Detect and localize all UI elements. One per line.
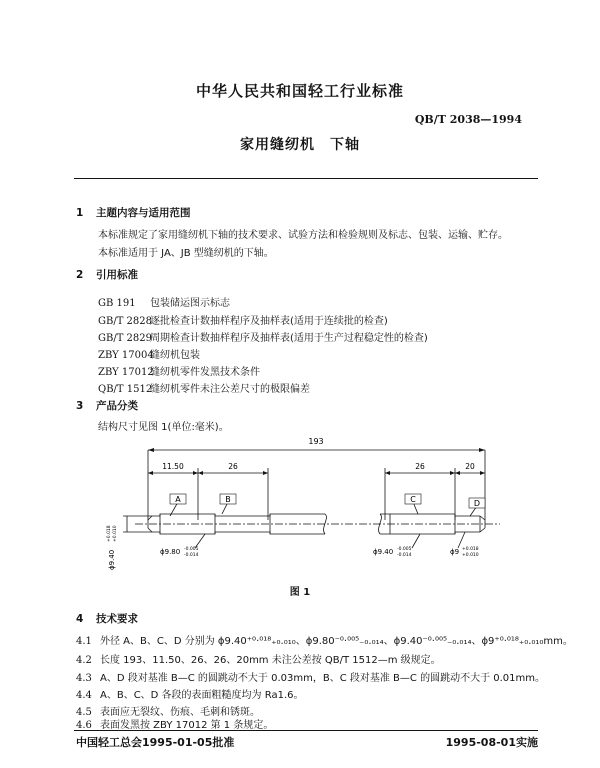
section-1-heading: [76, 205, 191, 220]
requirement-text: 外径 A、B、C、D 分别为 ϕ9.40⁺⁰·⁰¹⁸₊₀.₀₁₀、ϕ9.80⁻⁰·⁰⁰⁵₋₀.₀₁₄、ϕ9.40⁻⁰·⁰⁰⁵₋₀.₀₁₄、ϕ9⁺⁰·⁰¹⁸₊₀.₀₁₀mm。: [100, 636, 573, 647]
d-diameter: ϕ9: [450, 548, 460, 556]
reference-item: [98, 291, 230, 310]
reference-title: 逐批检查计数抽样程序及抽样表(适用于连续批的检查): [150, 316, 388, 327]
reference-code: ZBY 17012: [98, 367, 154, 378]
reference-code: GB/T 2829: [98, 333, 153, 344]
reference-code: GB 191: [98, 298, 136, 309]
reference-title: 缝纫机包装: [150, 350, 200, 361]
requirement-item: [76, 716, 273, 731]
reference-code: ZBY 17004: [98, 350, 154, 361]
b-upper-deviation: -0.005: [184, 547, 199, 552]
section-4-title: 技术要求: [96, 613, 138, 625]
section-2-number: 2: [76, 269, 84, 281]
section-1-number: 1: [76, 207, 84, 219]
reference-title: 包装储运图示标志: [150, 298, 230, 309]
shaft-drawing: [0, 430, 600, 600]
section-4-heading: [76, 611, 138, 626]
reference-title: 缝纫机零件未注公差尺寸的极限偏差: [150, 384, 310, 395]
requirement-number: 4.6: [76, 720, 92, 731]
document-title: 家用缝纫机 下轴: [240, 137, 360, 153]
section-3-heading: [76, 398, 138, 413]
section-3-title: 产品分类: [96, 400, 138, 412]
reference-title: 缝纫机零件发黑技术条件: [150, 367, 260, 378]
dimension-total: 193: [308, 437, 324, 446]
dimension-11-50: 11.50: [162, 462, 184, 471]
reference-item: [98, 377, 310, 396]
requirement-item: [76, 686, 304, 701]
approval-date: 中国轻工总会1995-01-05批准: [76, 736, 235, 749]
requirement-text: 长度 193、11.50、26、26、20mm 未注公差按 QB/T 1512—m 级规定。: [100, 655, 441, 666]
requirement-text: 表面应无裂纹、伤痕、毛刺和锈斑。: [100, 707, 260, 718]
requirement-number: 4.2: [76, 655, 92, 666]
requirement-text: 表面发黑按 ZBY 17012 第 1 条规定。: [100, 720, 274, 731]
d-lower-deviation: +0.010: [462, 553, 479, 558]
label-a: A: [175, 495, 181, 504]
section-3-number: 3: [76, 400, 84, 412]
figure-caption: 图 1: [289, 587, 311, 598]
standard-code: QB/T 2038—1994: [414, 113, 522, 126]
c-diameter: ϕ9.40: [373, 548, 394, 556]
dimension-20: 20: [465, 462, 475, 471]
requirement-text: A、D 段对基准 B—C 的圆跳动不大于 0.03mm，B、C 段对基准 B—C 的圆跳动不大于 0.01mm。: [100, 673, 545, 684]
requirement-text: A、B、C、D 各段的表面粗糙度均为 Ra1.6。: [100, 690, 304, 701]
dimension-26-left: 26: [228, 462, 238, 471]
requirement-item: [76, 651, 441, 666]
requirement-number: 4.1: [76, 636, 92, 647]
label-c: C: [410, 495, 416, 504]
section-4-number: 4: [76, 613, 84, 625]
implementation-date: 1995-08-01实施: [445, 736, 538, 749]
left-lower-deviation: +0.010: [113, 525, 118, 542]
d-upper-deviation: +0.018: [462, 547, 479, 552]
reference-title: 周期检查计数抽样程序及抽样表(适用于生产过程稳定性的检查): [150, 333, 428, 344]
label-d: D: [473, 499, 481, 508]
section-1-para-2: 本标准适用于 JA、JB 型缝纫机的下轴。: [98, 248, 274, 259]
left-upper-deviation: +0.018: [107, 525, 112, 542]
footer-rule: [74, 730, 538, 731]
section-2-title: 引用标准: [96, 269, 138, 281]
reference-code: GB/T 2828: [98, 316, 153, 327]
section-1-title: 主题内容与适用范围: [96, 207, 191, 219]
header-rule: [74, 178, 538, 179]
requirement-number: 4.3: [76, 673, 92, 684]
c-upper-deviation: -0.005: [397, 547, 412, 552]
b-diameter: ϕ9.80: [160, 548, 181, 556]
issuer-title: 中华人民共和国轻工行业标准: [195, 82, 404, 100]
section-2-heading: [76, 267, 138, 282]
requirement-item: [76, 669, 545, 684]
c-lower-deviation: -0.014: [397, 553, 412, 558]
b-lower-deviation: -0.014: [184, 553, 199, 558]
section-1-para-1: 本标准规定了家用缝纫机下轴的技术要求、试验方法和检验规则及标志、包装、运输、贮存。: [98, 230, 508, 241]
dimension-26-right: 26: [415, 462, 425, 471]
section-3-para: 结构尺寸见图 1(单位:毫米)。: [98, 422, 229, 433]
left-diameter: ϕ9.40: [108, 549, 116, 570]
requirement-item: [76, 632, 573, 647]
requirement-number: 4.5: [76, 707, 92, 718]
reference-code: QB/T 1512: [98, 384, 153, 395]
label-b: B: [225, 495, 231, 504]
requirement-number: 4.4: [76, 690, 92, 701]
